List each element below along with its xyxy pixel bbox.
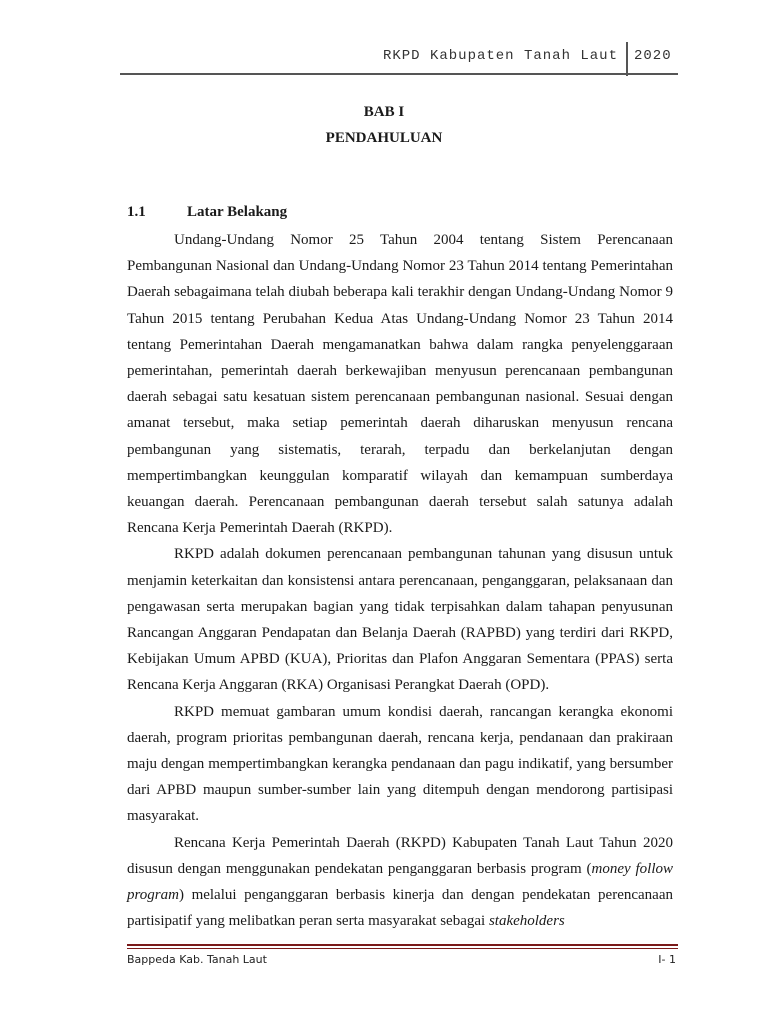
footer-rule-thin [127,948,678,949]
footer-rule [127,944,678,946]
paragraph-3: RKPD memuat gambaran umum kondisi daerah, rancangan kerangka ekonomi daerah, program prioritas pembangunan daerah, rencana kerja, pendanaan dan prakiraan maju dengan mempertimbangkan kerangka pendanaan dan pagu indikatif, yang bersumber dari APBD maupun sumber-sumber lain yang ditempuh dengan mendorong partisipasi masyarakat. [127,703,673,825]
paragraph-1: Undang-Undang Nomor 25 Tahun 2004 tentang Sistem Perencanaan Pembangunan Nasional dan Undang-Undang Nomor 23 Tahun 2014 tentang Pemerintahan Daerah sebagaimana telah diubah beberapa kali terakhir dengan Undang-Undang Nomor 9 Tahun 2015 tentang Perubahan Kedua Atas Undang-Undang Nomor 23 Tahun 2014 tentang Pemerintahan Daerah mengamanatkan bahwa dalam rangka penyelenggaraan pemerintahan, pemerintah daerah berkewajiban menyusun perencanaan pembangunan daerah sebagai satu kesatuan sistem perencanaan pembangunan nasional. Sesuai dengan amanat tersebut, maka setiap pemerintah daerah diharuskan menyusun rencana pembangunan yang sistematis, terarah, terpadu dan berkelanjutan dengan mempertimbangkan keunggulan komparatif wilayah dan kemampuan sumberdaya keuangan daerah. Perencanaan pembangunan daerah tersebut salah satunya adalah Rencana Kerja Pemerintah Daerah (RKPD). [127,232,673,537]
page-number: I- 1 [658,953,676,966]
header-rule [120,73,678,75]
footer-organization: Bappeda Kab. Tanah Laut [127,953,267,966]
paragraph-4-italic-2: stakeholders [488,913,565,930]
section-heading [127,204,287,221]
section-title: Latar Belakang [187,204,288,220]
body-text [127,227,673,934]
paragraph-4 [127,830,673,935]
paragraph-2: RKPD adalah dokumen perencanaan pembangunan tahunan yang disusun untuk menjamin keterkaitan dan konsistensi antara perencanaan, penganggaran, pelaksanaan dan pengawasan serta merupakan bagian yang tidak terpisahkan dalam tahapan penyusunan Rancangan Anggaran Pendapatan dan Belanja Daerah (RAPBD) yang terdiri dari RKPD, Kebijakan Umum APBD (KUA), Prioritas dan Plafon Anggaran Sementara (PPAS) serta Rencana Kerja Anggaran (RKA) Organisasi Perangkat Daerah (OPD). [127,546,673,694]
running-header-year: 2020 [634,48,672,64]
paragraph-4-text-1: Rencana Kerja Pemerintah Daerah (RKPD) Kabupaten Tanah Laut Tahun 2020 disusun dengan menggunakan pendekatan penganggaran berbasis program ( [127,834,673,877]
paragraph-4-italic-1: money follow program [127,860,674,904]
section-number: 1.1 [127,204,146,220]
chapter-title: PENDAHULUAN [325,130,443,146]
header-divider [626,42,628,76]
running-header-title: RKPD Kabupaten Tanah Laut [382,48,618,64]
chapter-number: BAB I [363,104,405,120]
paragraph-4-text-2: ) melalui penganggaran berbasis kinerja dan dengan pendekatan perencanaan partisipatif yang melibatkan peran serta masyarakat sebagai [127,887,673,930]
